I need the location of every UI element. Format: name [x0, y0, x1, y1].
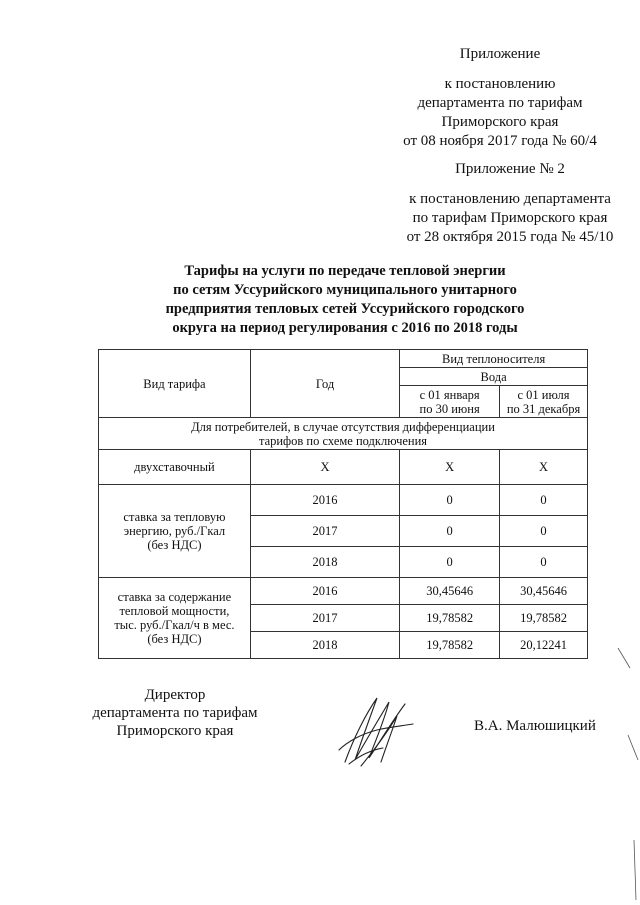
header-year: Год — [250, 350, 399, 418]
cell-year: 2016 — [250, 485, 399, 516]
cell-period-2: 0 — [500, 485, 588, 516]
group-label-capacity: ставка за содержание тепловой мощности, тыс. руб./Гкал/ч в мес. (без НДС) — [99, 578, 251, 659]
appendix-title: Приложение — [459, 46, 541, 62]
appendix-line: Приморского края — [441, 114, 559, 130]
title-line: предприятия тепловых сетей Уссурийского городского — [165, 301, 525, 317]
cell-period-1: 19,78582 — [400, 632, 500, 659]
tariff-table — [98, 349, 588, 659]
cell-year: 2017 — [250, 605, 399, 632]
cell-period-2: 0 — [500, 516, 588, 547]
appendix2-header — [395, 160, 625, 247]
cell-period-1: Х — [400, 450, 500, 485]
header-period-1: с 01 января по 30 июня — [400, 386, 500, 418]
appendix-line: департамента по тарифам — [417, 95, 583, 111]
cell-year: 2018 — [250, 547, 399, 578]
cell-year: 2018 — [250, 632, 399, 659]
group-label-energy: ставка за тепловую энергию, руб./Гкал (без НДС) — [99, 485, 251, 578]
table-row — [99, 450, 588, 485]
cell-period-2: Х — [500, 450, 588, 485]
header-carrier: Вид теплоносителя — [400, 350, 588, 368]
scan-edge-mark — [610, 640, 640, 905]
row-label: двухставочный — [99, 450, 251, 485]
cell-year: 2016 — [250, 578, 399, 605]
appendix-line: от 08 ноября 2017 года № 60/4 — [403, 133, 597, 149]
header-period-2: с 01 июля по 31 декабря — [500, 386, 588, 418]
cell-period-1: 0 — [400, 516, 500, 547]
appendix2-line: по тарифам Приморского края — [412, 210, 608, 226]
table-row — [99, 485, 588, 516]
section-note-row — [99, 418, 588, 450]
appendix-line: к постановлению — [444, 76, 556, 92]
title-line: округа на период регулирования с 2016 по 2018 годы — [172, 320, 518, 336]
signatory-position: Директор департамента по тарифам Приморского края — [92, 687, 258, 739]
document-title — [130, 262, 560, 338]
appendix2-line: от 28 октября 2015 года № 45/10 — [406, 229, 614, 245]
cell-year: Х — [250, 450, 399, 485]
section-note: Для потребителей, в случае отсутствия дифференциации тарифов по схеме подключения — [99, 418, 588, 450]
cell-period-1: 30,45646 — [400, 578, 500, 605]
cell-period-2: 0 — [500, 547, 588, 578]
cell-period-1: 0 — [400, 547, 500, 578]
cell-period-2: 19,78582 — [500, 605, 588, 632]
cell-period-1: 0 — [400, 485, 500, 516]
cell-period-2: 30,45646 — [500, 578, 588, 605]
handwritten-signature — [325, 690, 425, 770]
appendix2-title: Приложение № 2 — [455, 161, 565, 177]
table-row — [99, 578, 588, 605]
cell-period-1: 19,78582 — [400, 605, 500, 632]
table-header-row — [99, 350, 588, 368]
cell-period-2: 20,12241 — [500, 632, 588, 659]
title-line: по сетям Уссурийского муниципального унитарного — [173, 282, 517, 298]
appendix-header — [380, 45, 620, 151]
cell-year: 2017 — [250, 516, 399, 547]
signatory-name: В.А. Малюшицкий — [474, 718, 596, 734]
header-water: Вода — [400, 368, 588, 386]
title-line: Тарифы на услуги по передаче тепловой энергии — [184, 263, 506, 279]
header-tariff-type: Вид тарифа — [99, 350, 251, 418]
appendix2-line: к постановлению департамента — [409, 191, 611, 207]
